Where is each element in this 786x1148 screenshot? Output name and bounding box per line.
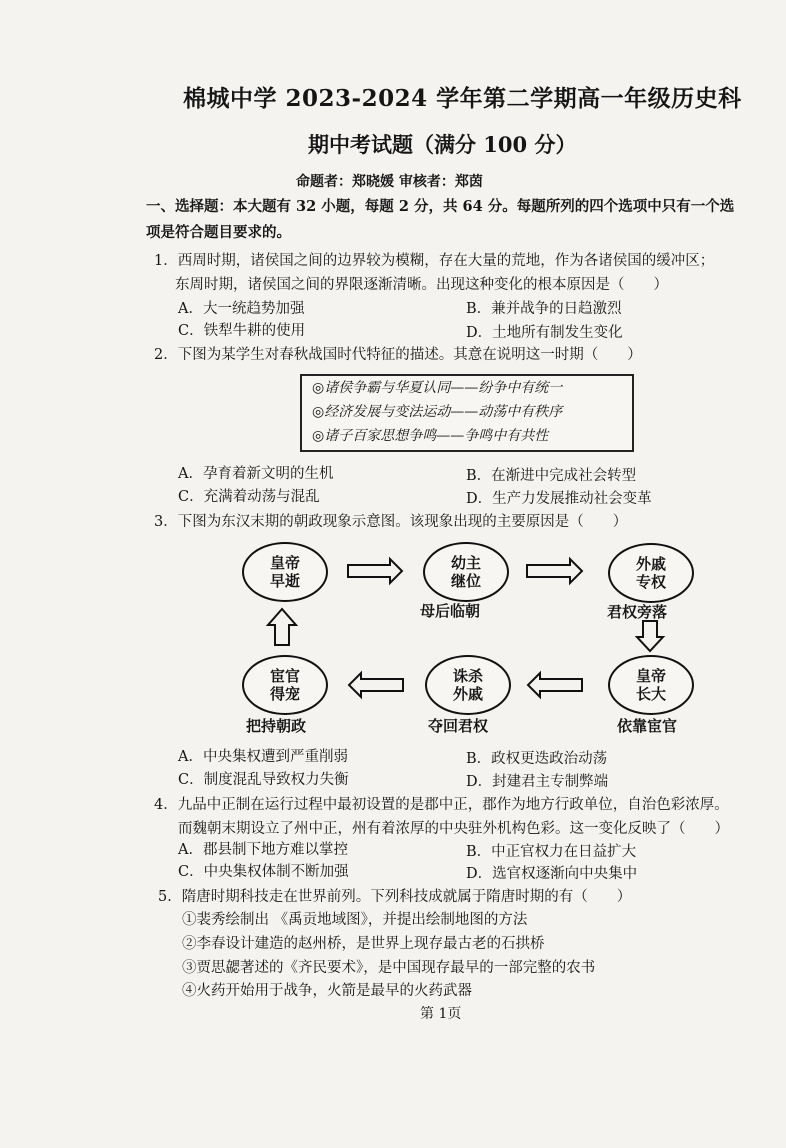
q1-option-b: B．兼并战争的日趋激烈 [466, 301, 622, 317]
q5-item-2: ②李春设计建造的赵州桥，是世界上现存最古老的石拱桥 [182, 936, 545, 952]
q2-stem: 2．下图为某学生对春秋战国时代特征的描述。其意在说明这一时期（ ） [154, 347, 642, 363]
q3-option-d: D．封建君主专制弊端 [466, 774, 609, 790]
q5-item-1: ①裴秀绘制出 《禹贡地域图》，并提出绘制地图的方法 [182, 912, 528, 928]
arrow-right-2 [527, 559, 582, 583]
q2-quote-line1: ◎诸侯争霸与华夏认同——纷争中有统一 [312, 380, 563, 396]
q1-option-d: D．土地所有制发生变化 [466, 325, 623, 341]
node-consort-clan-power-text: 外戚 专权 [635, 555, 666, 591]
q5-item-3: ③贾思勰著述的《齐民要术》，是中国现存最早的一部完整的农书 [182, 960, 596, 976]
node-emperor-grows-up-label: 依靠宦官 [617, 717, 678, 735]
node-emperor-early-death [242, 542, 328, 602]
arrow-right-1 [348, 559, 402, 583]
exam-authors: 命题者：郑晓媛 审核者：郑茵 [296, 174, 483, 190]
arrow-left-2 [349, 673, 403, 697]
q2-quote-line3: ◎诸子百家思想争鸣——争鸣中有共性 [312, 428, 549, 444]
q4-stem-line1: 4．九品中正制在运行过程中最初设置的是郡中正，郡作为地方行政单位，自治色彩浓厚。 [154, 797, 729, 813]
section-instructions-line2: 项是符合题目要求的。 [146, 224, 291, 241]
q1-stem-line2: 东周时期，诸侯国之间的界限逐渐清晰。出现这种变化的根本原因是（ ） [175, 277, 668, 293]
arrow-left-1 [528, 673, 582, 697]
node-young-ruler-label: 母后临朝 [420, 602, 481, 620]
section-instructions-line1: 一、选择题：本大题有 32 小题，每题 2 分，共 64 分。每题所列的四个选项中只有一个选 [146, 198, 735, 215]
q2-option-d: D．生产力发展推动社会变革 [466, 491, 652, 507]
node-young-ruler-text: 幼主 继位 [450, 554, 481, 590]
node-eunuch-favored-label: 把持朝政 [246, 717, 307, 735]
q3-option-c: C．制度混乱导致权力失衡 [178, 772, 349, 788]
q4-option-d: D．选官权逐渐向中央集中 [466, 866, 638, 882]
q4-stem-line2: 而魏朝末期设立了州中正，州有着浓厚的中央驻外机构色彩。这一变化反映了（ ） [178, 821, 729, 837]
q1-option-c: C．铁犁牛耕的使用 [178, 323, 306, 339]
q2-option-a: A．孕育着新文明的生机 [178, 466, 334, 482]
q2-option-c: C．充满着动荡与混乱 [178, 489, 320, 505]
node-consort-clan-power [608, 543, 694, 603]
node-emperor-grows-up-text: 皇帝 长大 [635, 667, 666, 703]
page-number: 第 1页 [420, 1006, 462, 1022]
node-young-ruler [423, 542, 509, 602]
q1-stem-line1: 1．西周时期，诸侯国之间的边界较为模糊，存在大量的荒地，作为各诸侯国的缓冲区； [154, 253, 715, 269]
q3-option-b: B．政权更迭政治动荡 [466, 751, 608, 767]
node-kill-consort-clan [425, 655, 511, 715]
q2-quote-box [300, 374, 634, 452]
node-emperor-grows-up [608, 655, 694, 715]
q2-option-b: B．在渐进中完成社会转型 [466, 468, 637, 484]
node-consort-clan-power-label: 君权旁落 [607, 603, 668, 621]
q4-option-b: B．中正官权力在日益扩大 [466, 844, 637, 860]
exam-title-line2: 期中考试题（满分 100 分） [308, 132, 577, 157]
arrow-up [268, 609, 296, 645]
q3-stem: 3．下图为东汉末期的朝政现象示意图。该现象出现的主要原因是（ ） [154, 514, 628, 530]
q1-option-a: A．大一统趋势加强 [178, 301, 305, 317]
node-emperor-early-death-text: 皇帝 早逝 [269, 554, 300, 590]
q3-flow-diagram [230, 535, 710, 750]
node-eunuch-favored-text: 宦官 得宠 [269, 667, 300, 703]
arrow-down [637, 621, 663, 651]
node-kill-consort-clan-text: 诛杀 外戚 [452, 667, 483, 703]
node-kill-consort-clan-label: 夺回君权 [428, 717, 489, 735]
q5-item-4: ④火药开始用于战争，火箭是最早的火药武器 [182, 983, 472, 999]
q4-option-a: A．郡县制下地方难以掌控 [178, 842, 348, 858]
q3-option-a: A．中央集权遭到严重削弱 [178, 749, 348, 765]
exam-title-line1: 棉城中学 2023-2024 学年第二学期高一年级历史科 [183, 85, 742, 112]
node-eunuch-favored [242, 655, 328, 715]
q5-stem: 5．隋唐时期科技走在世界前列。下列科技成就属于隋唐时期的有（ ） [158, 889, 632, 905]
q2-quote-line2: ◎经济发展与变法运动——动荡中有秩序 [312, 404, 563, 420]
q4-option-c: C．中央集权体制不断加强 [178, 864, 349, 880]
